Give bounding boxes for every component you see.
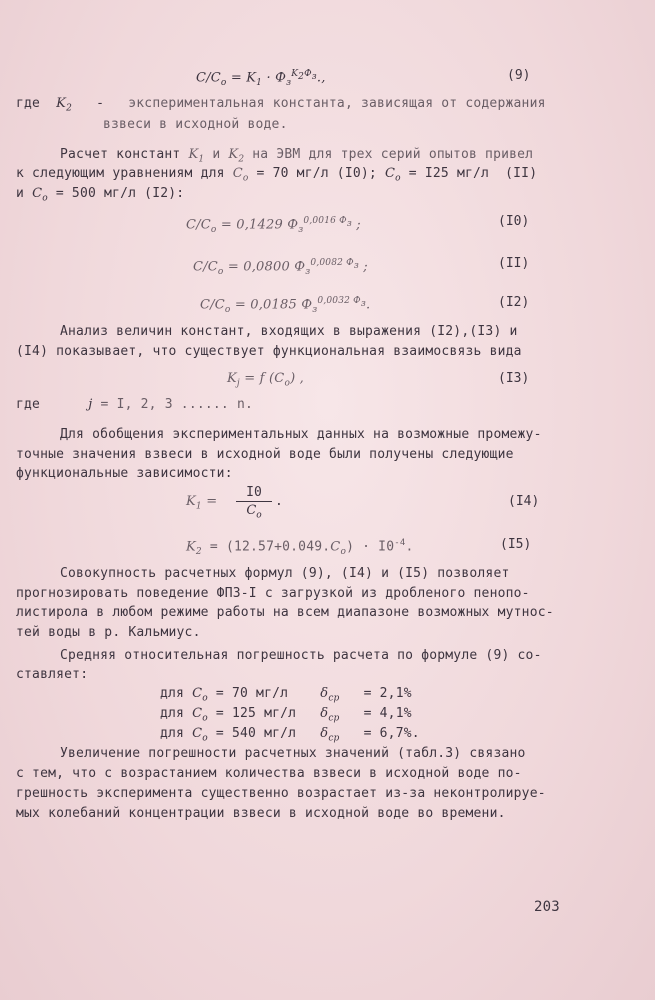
formula-14-lhs: $K_1$ = — [186, 494, 222, 512]
equation-number-12: (I2) — [498, 295, 530, 310]
para6-line2: с тем, что с возрастанием количества взвеси в исходной воде по- — [16, 766, 522, 781]
formula-9: $C/C_o = K_1 \cdot Ф_з^{K_2Ф_з}$., — [196, 69, 326, 88]
error-row-3: для $C_o = 540$ мг/л $\delta_{ср} = 6,7\%$. — [160, 726, 420, 744]
para5-line1: Средняя относительная погрешность расчета по формуле (9) со- — [60, 648, 542, 663]
formula-15: $K_2 = (12.57+0.049.C_o) \cdot I0^{-4}$. — [186, 538, 414, 557]
equation-number-9: (9) — [507, 68, 531, 83]
page-number: 203 — [534, 899, 560, 915]
formula-10: $C/C_o = 0,1429$ $Ф_з^{0,0016 Ф_з}$ ; — [186, 216, 361, 235]
para3-line1: Для обобщения экспериментальных данных на возможные промежу- — [60, 427, 542, 442]
para1-line2: к следующим уравнениям для $C_o = 70$ мг/л (I0); $C_o = I25$ мг/л (II) — [16, 166, 538, 184]
para6-line3: грешность эксперимента существенно возрастает из-за неконтролируе- — [16, 786, 546, 801]
equation-number-10: (I0) — [498, 214, 530, 229]
error-row-2: для $C_o = 125$ мг/л $\delta_{ср} = 4,1\%$ — [160, 706, 412, 724]
para2-line1: Анализ величин констант, входящих в выражения (I2),(I3) и — [60, 324, 518, 339]
equation-number-11: (II) — [498, 256, 530, 271]
equation-number-14: (I4) — [508, 494, 540, 509]
formula-11: $C/C_o = 0,0800$ $Ф_з^{0,0082 Ф_з}$ ; — [193, 258, 368, 277]
para5-line2: ставляет: — [16, 667, 89, 682]
fraction-bar — [236, 501, 272, 502]
para3-line2: точные значения взвеси в исходной воде были получены следующие — [16, 447, 514, 462]
formula-12: $C/C_o = 0,0185$ $Ф_з^{0,0032 Ф_з}$. — [200, 296, 371, 315]
formula-14-fraction — [236, 485, 272, 524]
equation-number-13: (I3) — [498, 371, 530, 386]
para4-line1: Совокупность расчетных формул (9), (I4) и (I5) позволяет — [60, 566, 510, 581]
para1-line3: и $C_o = 500$ мг/л (I2): — [16, 186, 185, 204]
where-k2-line-2: взвеси в исходной воде. — [103, 117, 288, 132]
para1-line1: Расчет констант $K_1$ и $K_2$ на ЭВМ для трех серий опытов привел — [60, 147, 534, 165]
where-j-line: где j = I, 2, 3 ...... n. — [16, 397, 254, 412]
where-k2-line: где $K_2$ - экспериментальная константа, зависящая от содержания — [16, 96, 546, 114]
fraction-numerator: I0 — [246, 485, 262, 500]
para4-line4: тей воды в р. Кальмиус. — [16, 625, 201, 640]
fraction-denominator: $C_o$ — [246, 503, 262, 521]
formula-13: $K_j = f$ $(C_o)$ , — [227, 371, 305, 389]
para6-line4: мых колебаний концентрации взвеси в исходной воде во времени. — [16, 806, 506, 821]
para3-line3: функциональные зависимости: — [16, 466, 233, 481]
para4-line2: прогнозировать поведение ФПЗ-I с загрузкой из дробленого пенопо- — [16, 586, 530, 601]
error-row-1: для $C_o = 70$ мг/л $\delta_{ср} = 2,1\%$ — [160, 686, 412, 704]
para6-line1: Увеличение погрешности расчетных значений (табл.3) связано — [60, 746, 526, 761]
para4-line3: листирола в любом режиме работы на всем диапазоне возможных мутнос- — [16, 605, 554, 620]
equation-number-15: (I5) — [500, 537, 532, 552]
para2-line2: (I4) показывает, что существует функциональная взаимосвязь вида — [16, 344, 522, 359]
formula-14-tail: . — [275, 494, 284, 509]
